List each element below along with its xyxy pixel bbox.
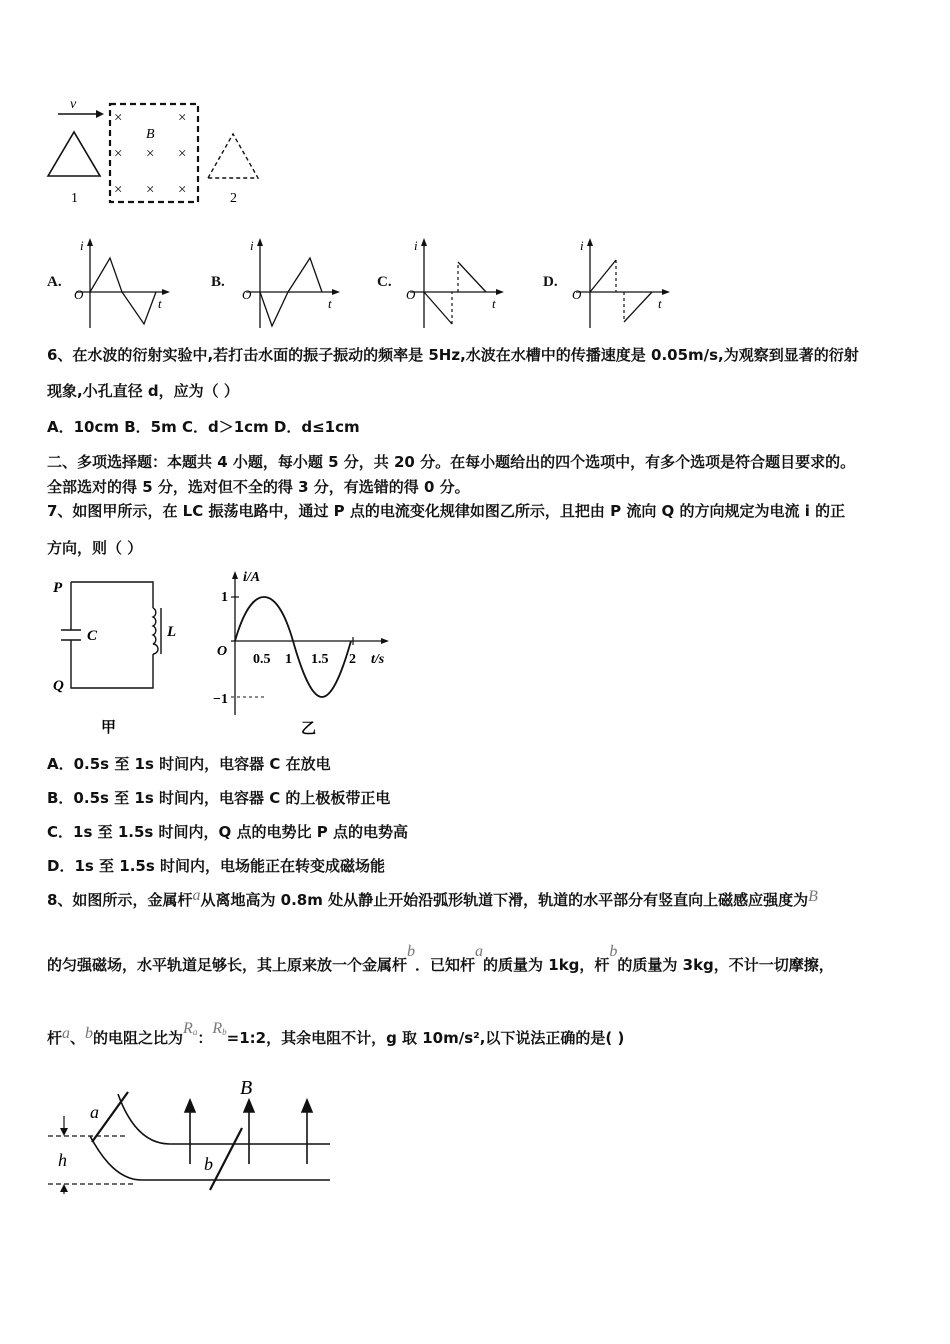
inductor-symbol [153, 608, 161, 654]
q7-stem-line1: 7、如图甲所示，在 LC 振荡电路中，通过 P 点的电流变化规律如图乙所示，且把由 P 流向 Q 的方向规定为电流 i 的正 [47, 502, 846, 520]
q5-option-b-graph [236, 236, 346, 330]
svg-text:i: i [80, 238, 84, 253]
graph-caption: 乙 [301, 721, 317, 737]
svg-text:O: O [242, 287, 252, 302]
svg-text:i: i [580, 238, 584, 253]
svg-text:0.5: 0.5 [253, 652, 271, 667]
triangle-loop-1 [48, 132, 100, 176]
svg-text:×: × [178, 110, 187, 126]
q7-option-b[interactable]: B．0.5s 至 1s 时间内，电容器 C 的上极板带正电 [47, 789, 391, 807]
triangle-loop-2 [208, 134, 258, 178]
loop-2-label: 2 [230, 191, 237, 206]
q7-option-a[interactable]: A．0.5s 至 1s 时间内，电容器 C 在放电 [47, 755, 331, 773]
svg-text:×: × [114, 110, 123, 126]
svg-text:O: O [572, 287, 582, 302]
svg-text:O: O [406, 287, 416, 302]
velocity-label: v [70, 97, 77, 112]
svg-text:1.5: 1.5 [311, 652, 329, 667]
q6-stem-line1: 6、在水波的衍射实验中,若打击水面的振子振动的频率是 5Hz,水波在水槽中的传播速度是 0.05m/s,为观察到显著的衍射 [47, 346, 859, 364]
q7-option-d[interactable]: D．1s 至 1.5s 时间内，电场能正在转变成磁场能 [47, 857, 385, 875]
q8-rail-figure [44, 1072, 344, 1197]
q5-option-d-graph [566, 236, 676, 330]
svg-text:L: L [167, 624, 177, 640]
svg-text:O: O [217, 644, 228, 659]
q7-stem-line2: 方向，则（ ） [47, 539, 143, 557]
svg-text:t: t [492, 296, 496, 311]
q8-stem-line2: 的匀强磁场，水平轨道足够长，其上原来放一个金属杆b．已知杆a的质量为 1kg，杆b的质量为 3kg，不计一切摩擦， [47, 943, 834, 974]
svg-text:t/s: t/s [371, 652, 385, 667]
sym-a: a [192, 887, 201, 904]
rod-a-label: a [90, 1102, 99, 1122]
svg-text:1: 1 [285, 652, 292, 667]
field-b-label: B [146, 127, 155, 142]
velocity-arrow [58, 110, 104, 118]
height-label: h [58, 1150, 67, 1170]
svg-text:t: t [328, 296, 332, 311]
svg-text:×: × [114, 146, 123, 162]
svg-text:O: O [74, 287, 84, 302]
svg-text:P: P [53, 580, 63, 596]
svg-text:×: × [146, 182, 155, 198]
sine-curve [235, 597, 351, 697]
section2-instructions-line2: 全部选对的得 5 分，选对但不全的得 3 分，有选错的得 0 分。 [47, 478, 470, 496]
q8-stem-line3: 杆a、b的电阻之比为$R^a$：$R^b=1:2$，其余电阻不计，g 取 10m/s²,以下说法正确的是( ) [47, 1020, 625, 1047]
svg-text:×: × [178, 146, 187, 162]
svg-text:2: 2 [349, 652, 356, 667]
field-b-label: B [240, 1077, 253, 1099]
q7-current-graph [205, 565, 400, 740]
q5-option-b-label[interactable]: B. [211, 274, 225, 290]
svg-text:t: t [658, 296, 662, 311]
loop-1-label: 1 [71, 191, 78, 206]
svg-text:i: i [414, 238, 418, 253]
svg-text:−1: −1 [213, 692, 228, 707]
q5-option-c-graph [400, 236, 510, 330]
circuit-caption: 甲 [101, 720, 117, 736]
svg-text:i/A: i/A [243, 570, 261, 585]
q6-stem-line2: 现象,小孔直径 d，应为（ ） [47, 382, 239, 400]
q5-option-a-label[interactable]: A. [47, 274, 62, 290]
q7-option-c[interactable]: C．1s 至 1.5s 时间内，Q 点的电势比 P 点的电势高 [47, 823, 408, 841]
svg-text:×: × [178, 182, 187, 198]
q7-lc-circuit-figure [45, 572, 195, 737]
q5-option-a-graph [66, 236, 176, 330]
q5-option-c-label[interactable]: C. [377, 274, 392, 290]
svg-text:×: × [114, 182, 123, 198]
svg-text:C: C [87, 628, 98, 644]
svg-text:×: × [146, 146, 155, 162]
capacitor-symbol [61, 630, 81, 640]
q5-field-figure [40, 92, 280, 212]
q6-options[interactable]: A．10cm B．5m C．d＞1cm D．d≤1cm [47, 418, 360, 436]
q8-stem-line1: 8、如图所示，金属杆a从离地高为 0.8m 处从静止开始沿弧形轨道下滑，轨道的水平部分有竖直向上磁感应强度为B [47, 887, 818, 909]
field-cross-marks [114, 110, 186, 198]
q5-option-d-label[interactable]: D. [543, 274, 558, 290]
svg-text:i: i [250, 238, 254, 253]
svg-text:1: 1 [221, 590, 228, 605]
rod-b-label: b [204, 1154, 213, 1174]
svg-text:Q: Q [53, 678, 64, 694]
svg-text:t: t [158, 296, 162, 311]
section2-instructions-line1: 二、多项选择题：本题共 4 小题，每小题 5 分，共 20 分。在每小题给出的四个选项中，有多个选项是符合题目要求的。 [47, 453, 856, 471]
sym-B: B [808, 888, 818, 905]
